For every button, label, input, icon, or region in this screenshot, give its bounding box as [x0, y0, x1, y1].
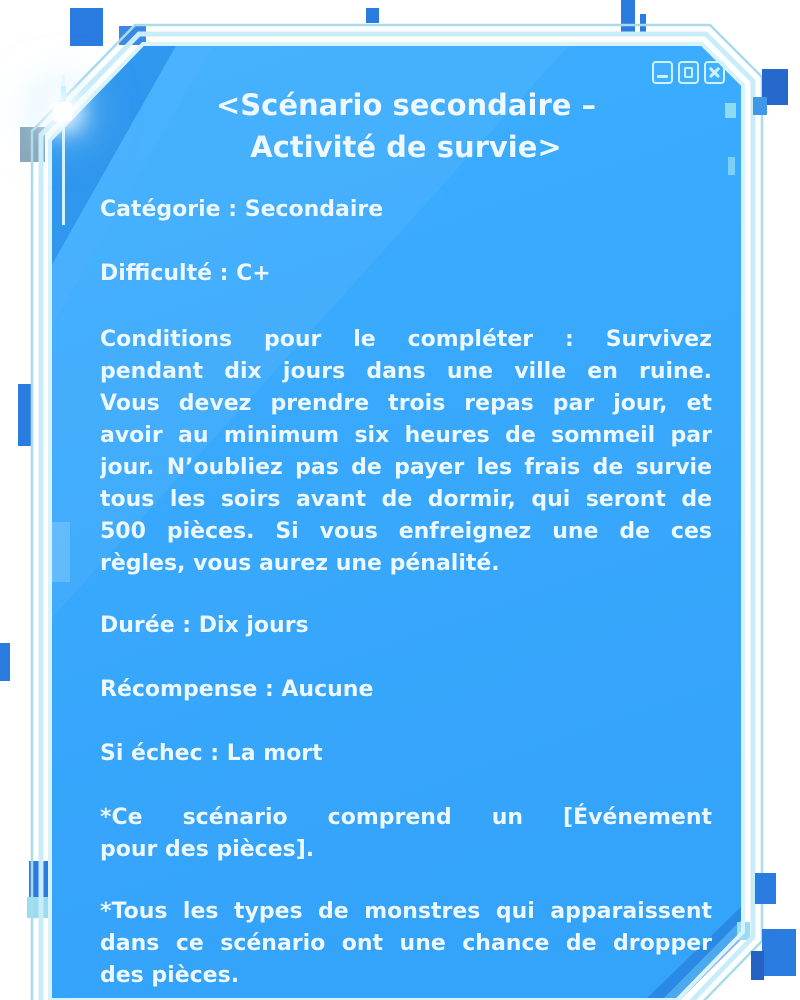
window-title-line1: <Scénario secondaire – [215, 88, 597, 122]
category-line: Catégorie : Secondaire [100, 197, 384, 222]
conditions-line: 500 pièces. Si vous enfreignez une de ces [100, 519, 712, 544]
window-controls [652, 61, 725, 84]
window-title [100, 84, 712, 168]
conditions-line: tous les soirs avant de dormir, qui seront de [100, 487, 712, 512]
conditions-line: règles, vous aurez une pénalité. [100, 551, 500, 576]
note-coins-event [100, 802, 712, 866]
minimize-icon [657, 75, 668, 78]
conditions-line: Vous devez prendre trois repas par jour, et [100, 391, 712, 416]
deco-block [751, 951, 764, 980]
duration-line: Durée : Dix jours [100, 613, 309, 638]
glow-node [53, 102, 72, 121]
conditions-line: jour. N’oubliez pas de payer les frais de survie [100, 455, 712, 480]
maximize-icon [684, 67, 693, 78]
note-line: *Ce scénario comprend un [Événement [100, 805, 712, 830]
note-line: des pièces. [100, 963, 240, 988]
deco-block [762, 929, 796, 976]
deco-block [753, 97, 767, 115]
conditions-line: avoir au minimum six heures de sommeil par [100, 423, 712, 448]
conditions-line: Conditions pour le compléter : Survivez [100, 327, 712, 352]
conditions-line: pendant dix jours dans une ville en ruine. [100, 359, 712, 384]
note-line: dans ce scénario ont une chance de dropper [100, 931, 712, 956]
maximize-button[interactable] [678, 61, 699, 84]
deco-block [755, 873, 776, 904]
minimize-button[interactable] [652, 61, 673, 84]
note-line: pour des pièces]. [100, 837, 315, 862]
note-monster-drop [100, 896, 712, 992]
difficulty-line: Difficulté : C+ [100, 261, 271, 286]
close-button[interactable] [704, 61, 725, 84]
reward-line: Récompense : Aucune [100, 677, 374, 702]
conditions-paragraph [100, 324, 712, 580]
note-line: *Tous les types de monstres qui apparaissent [100, 899, 712, 924]
failure-line: Si échec : La mort [100, 741, 323, 766]
window-title-line2: Activité de survie> [250, 130, 562, 164]
